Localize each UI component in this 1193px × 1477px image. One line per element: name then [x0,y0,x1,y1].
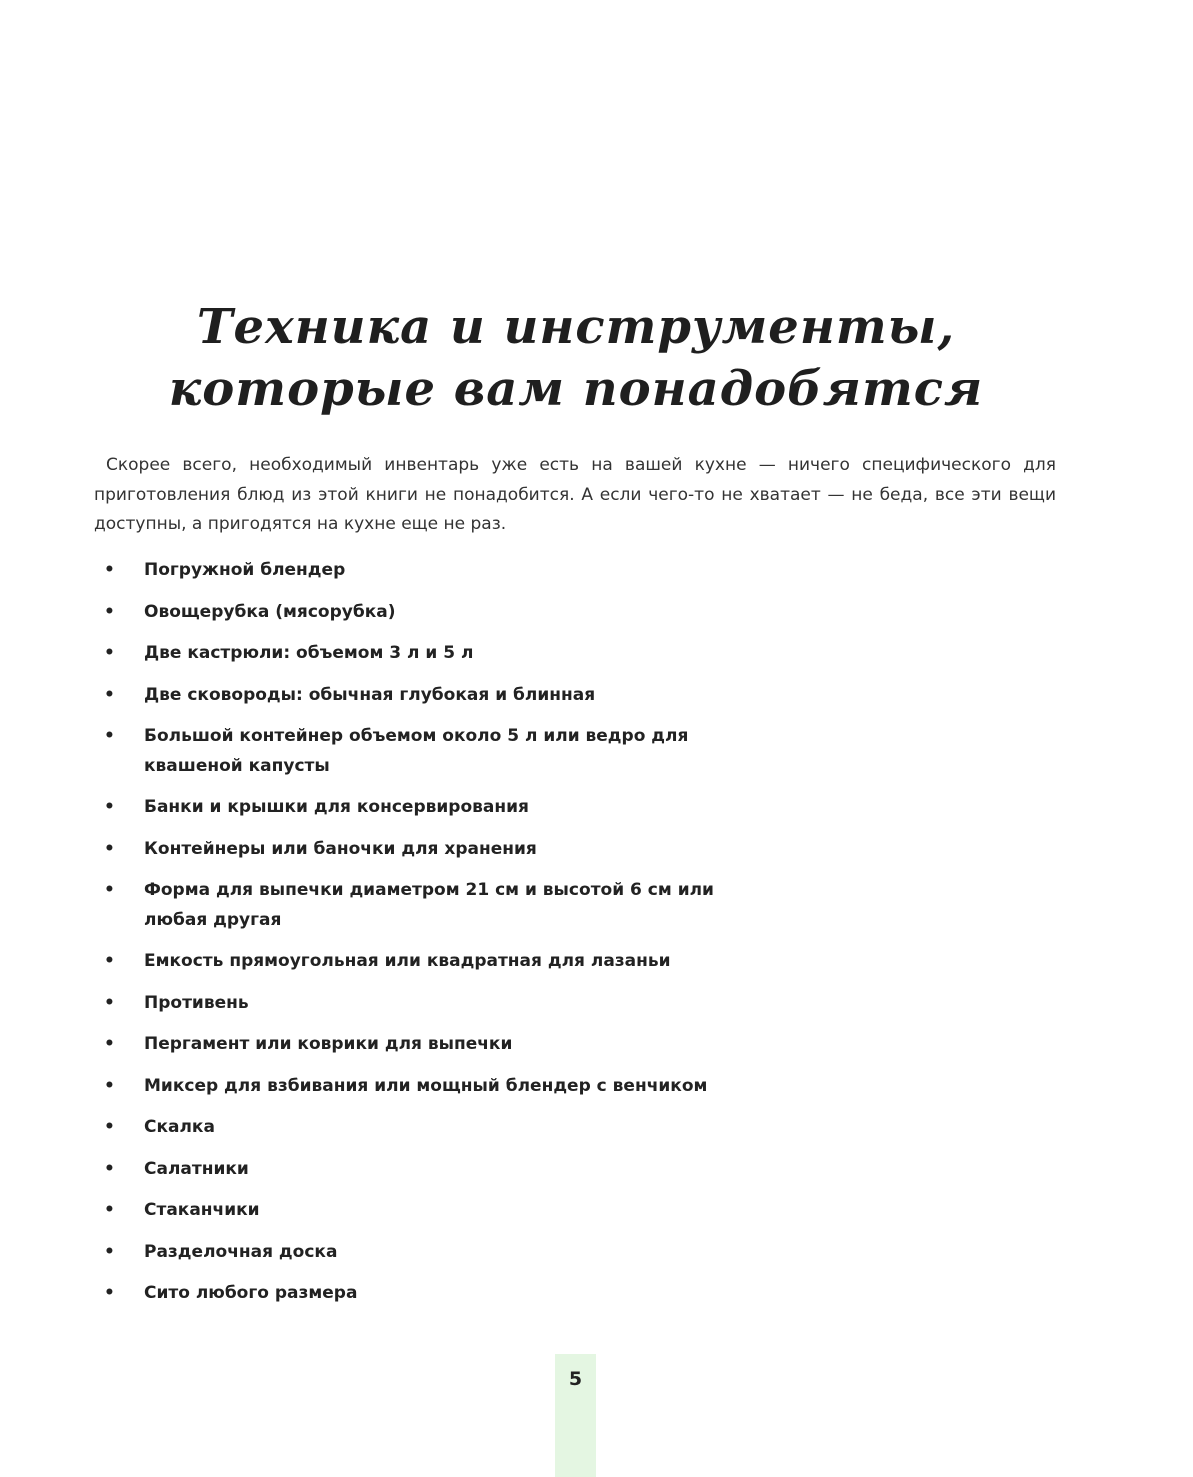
list-item [104,598,724,628]
list-item [104,989,724,1019]
list-item-text: Разделочная доска [144,1241,338,1262]
list-item-text: Салатники [144,1158,249,1179]
list-item-text: Сито любого размера [144,1283,358,1303]
list-item-text: Стаканчики [144,1200,260,1220]
list-item [104,1113,724,1143]
bullet-icon: • [104,643,115,663]
list-item [104,835,724,865]
list-item-text: Две сковороды: обычная глубокая и блинная [144,684,596,705]
list-item-text: Противень [144,992,249,1013]
list-item [104,1030,724,1060]
list-item [104,639,724,669]
list-item [104,1196,724,1226]
list-item [104,947,724,977]
bullet-icon: • [104,560,115,580]
list-item [104,1155,724,1185]
list-item [104,681,724,711]
bullet-icon: • [104,1075,115,1096]
bullet-icon: • [104,684,115,705]
bullet-icon: • [104,1283,115,1303]
list-item-text: Банки и крышки для консервирования [144,797,529,817]
bullet-icon: • [104,1034,115,1054]
page-title [0,296,1152,420]
list-item [104,1072,724,1102]
list-item-text: Овощерубка (мясорубка) [144,601,396,622]
intro-paragraph: Скорее всего, необходимый инвентарь уже есть на вашей кухне — ничего специфического для приготовления блюд из этой книги не понадобится. А если чего-то не хватает — не беда, все эти вещи доступны, а пригодятся на кухне еще не раз. [94,455,1056,534]
bullet-icon: • [104,601,115,622]
list-item [104,793,724,823]
bullet-icon: • [104,1117,115,1137]
list-item [104,556,724,586]
list-item-text: Погружной блендер [144,560,346,580]
bullet-icon: • [104,1241,115,1262]
list-item [104,722,724,781]
page-number: 5 [568,1368,583,1390]
list-item [104,876,724,935]
tools-list [104,556,724,1321]
list-item [104,1279,724,1309]
page-number-tab [555,1354,596,1477]
page-title-line-2: которые вам понадобятся [168,361,984,417]
bullet-icon: • [104,880,115,900]
list-item-text: Емкость прямоугольная или квадратная для лазаньи [144,951,671,971]
list-item-text: Форма для выпечки диаметром 21 см и высотой 6 см или любая другая [144,880,714,930]
bullet-icon: • [104,1158,115,1179]
bullet-icon: • [104,726,115,746]
list-item-text: Миксер для взбивания или мощный блендер с венчиком [144,1075,708,1096]
bullet-icon: • [104,797,115,817]
list-item-text: Пергамент или коврики для выпечки [144,1034,513,1054]
list-item-text: Контейнеры или баночки для хранения [144,838,537,859]
bullet-icon: • [104,992,115,1013]
bullet-icon: • [104,951,115,971]
bullet-icon: • [104,838,115,859]
page-title-line-1: Техника и инструменты, [196,299,956,355]
list-item-text: Две кастрюли: объемом 3 л и 5 л [144,643,474,663]
list-item-text: Скалка [144,1117,215,1137]
list-item-text: Большой контейнер объемом около 5 л или ведро для квашеной капусты [144,726,689,776]
list-item [104,1238,724,1268]
bullet-icon: • [104,1200,115,1220]
